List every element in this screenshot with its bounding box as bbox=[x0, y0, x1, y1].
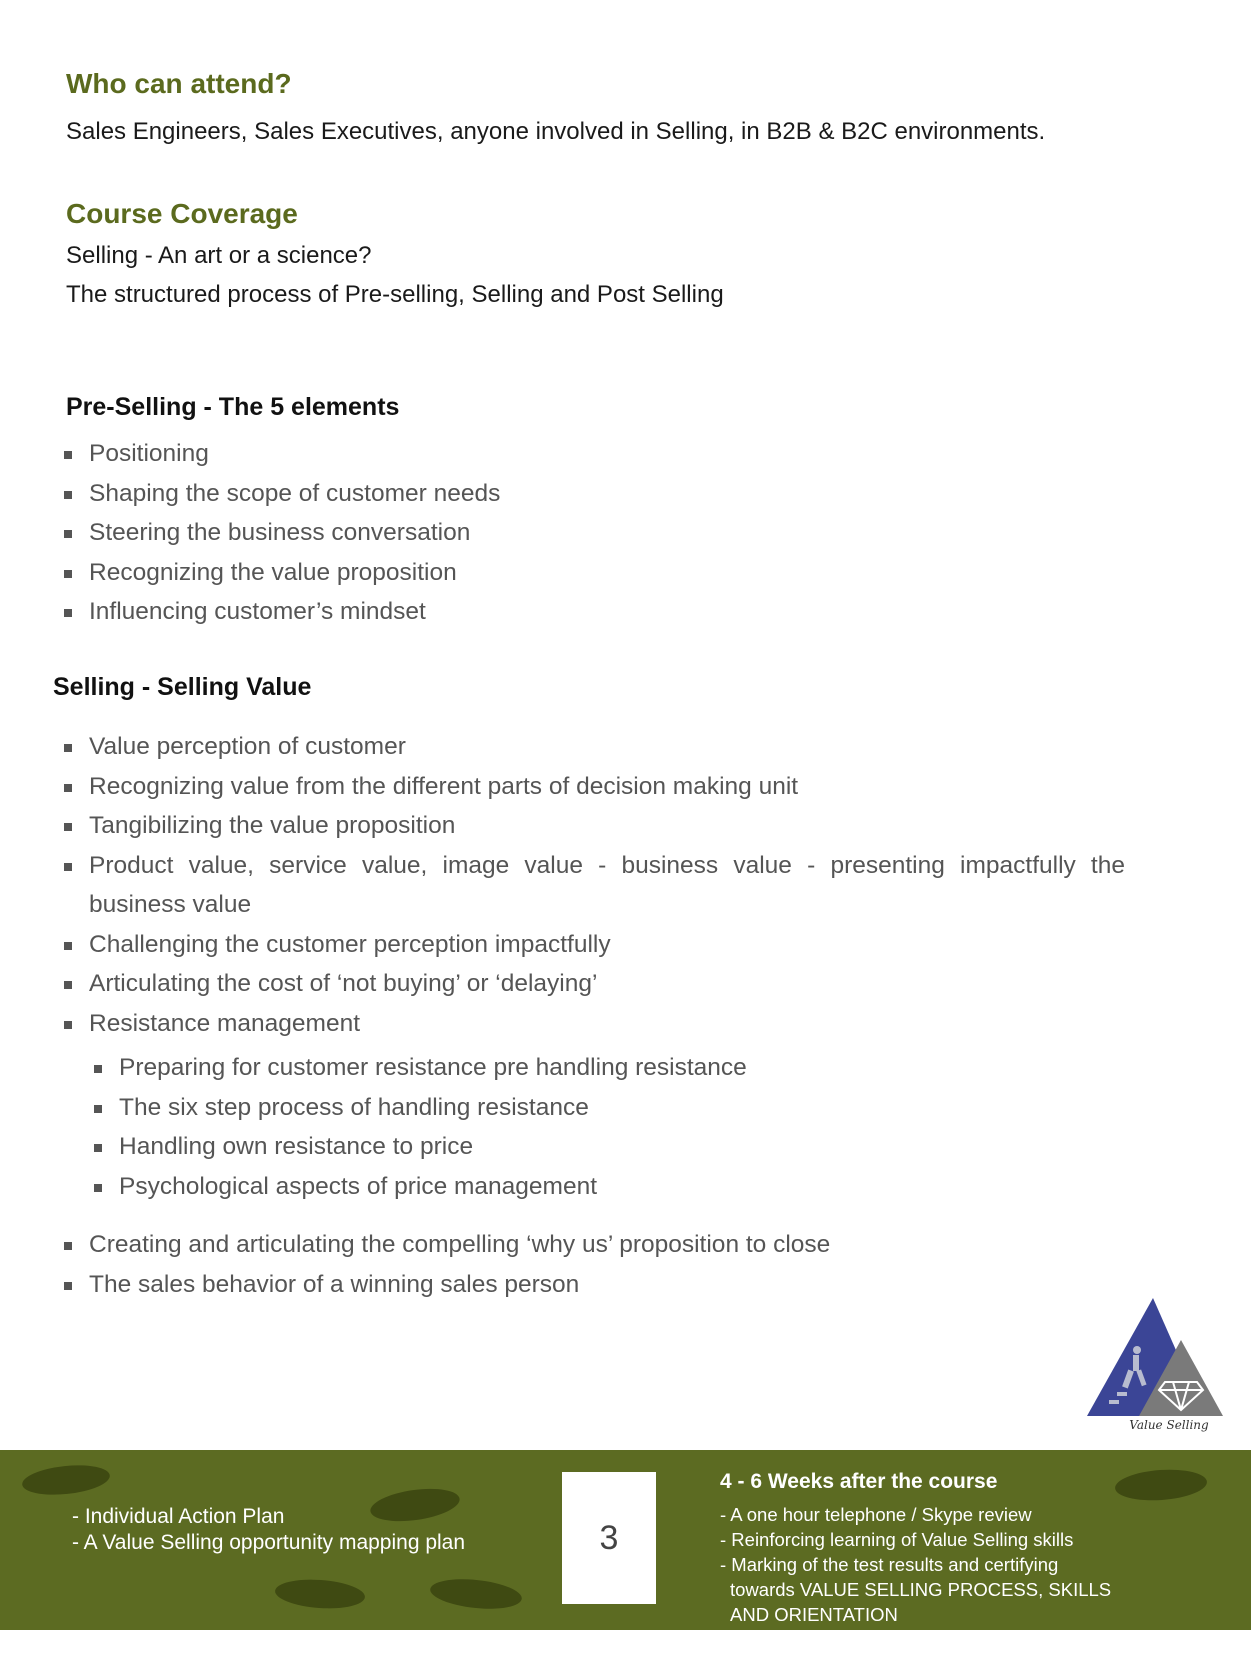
preselling-heading: Pre-Selling - The 5 elements bbox=[66, 393, 400, 421]
who-can-attend-text: Sales Engineers, Sales Executives, anyone involved in Selling, in B2B & B2C environments. bbox=[66, 118, 1046, 145]
preselling-list bbox=[63, 434, 500, 632]
list-item: The sales behavior of a winning sales person bbox=[63, 1265, 830, 1305]
footprint-icon bbox=[274, 1577, 366, 1611]
sub-list-item: The six step process of handling resistance bbox=[94, 1088, 747, 1128]
footer-right-line: - A one hour telephone / Skype review bbox=[720, 1504, 1032, 1525]
footer-left-line: - Individual Action Plan bbox=[72, 1505, 285, 1528]
resistance-sublist bbox=[94, 1048, 747, 1206]
sub-list-item: Preparing for customer resistance pre handling resistance bbox=[94, 1048, 747, 1088]
footer-left-text bbox=[72, 1504, 465, 1556]
list-item: Positioning bbox=[63, 434, 500, 474]
list-item: Recognizing value from the different parts of decision making unit bbox=[63, 767, 1125, 807]
step-number: 3 bbox=[599, 1518, 619, 1557]
coverage-line-1: Selling - An art or a science? bbox=[66, 242, 372, 269]
list-item: Product value, service value, image value - business value - presenting impactfully the business value bbox=[63, 846, 1125, 925]
footer-right-title: 4 - 6 Weeks after the course bbox=[720, 1470, 998, 1493]
list-item: Challenging the customer perception impactfully bbox=[63, 925, 1125, 965]
who-can-attend-heading: Who can attend? bbox=[66, 68, 292, 99]
coverage-line-2: The structured process of Pre-selling, Selling and Post Selling bbox=[66, 281, 724, 308]
footprint-icon bbox=[21, 1461, 111, 1498]
footer-right-line: AND ORIENTATION bbox=[730, 1604, 898, 1625]
sub-list-item: Handling own resistance to price bbox=[94, 1127, 747, 1167]
footer-left-line: - A Value Selling opportunity mapping plan bbox=[72, 1531, 466, 1554]
list-item: Influencing customer’s mindset bbox=[63, 592, 500, 632]
sub-list-item: Psychological aspects of price management bbox=[94, 1167, 747, 1207]
step-number-box bbox=[562, 1472, 656, 1604]
closing-list bbox=[63, 1225, 830, 1304]
value-selling-logo bbox=[1085, 1296, 1225, 1432]
list-item: Creating and articulating the compelling ‘why us’ proposition to close bbox=[63, 1225, 830, 1265]
footer-right-text bbox=[720, 1470, 1111, 1627]
footer-right-line: - Marking of the test results and certifying bbox=[720, 1554, 1059, 1575]
footprint-icon bbox=[429, 1575, 523, 1612]
list-item: Tangibilizing the value proposition bbox=[63, 806, 1125, 846]
footer-right-line: - Reinforcing learning of Value Selling skills bbox=[720, 1529, 1074, 1550]
logo-caption: Value Selling bbox=[1129, 1418, 1209, 1432]
list-item: Articulating the cost of ‘not buying’ or ‘delaying’ bbox=[63, 964, 1125, 1004]
selling-heading: Selling - Selling Value bbox=[53, 673, 312, 701]
list-item: Steering the business conversation bbox=[63, 513, 500, 553]
list-item: Value perception of customer bbox=[63, 727, 1125, 767]
list-item: Resistance management bbox=[63, 1004, 1125, 1044]
course-coverage-heading: Course Coverage bbox=[66, 198, 298, 229]
footer-band bbox=[0, 1450, 1251, 1630]
footer-right-line: towards VALUE SELLING PROCESS, SKILLS bbox=[730, 1579, 1112, 1600]
footprint-icon bbox=[1114, 1467, 1208, 1503]
selling-list bbox=[63, 727, 1125, 1043]
list-item: Shaping the scope of customer needs bbox=[63, 474, 500, 514]
list-item: Recognizing the value proposition bbox=[63, 553, 500, 593]
